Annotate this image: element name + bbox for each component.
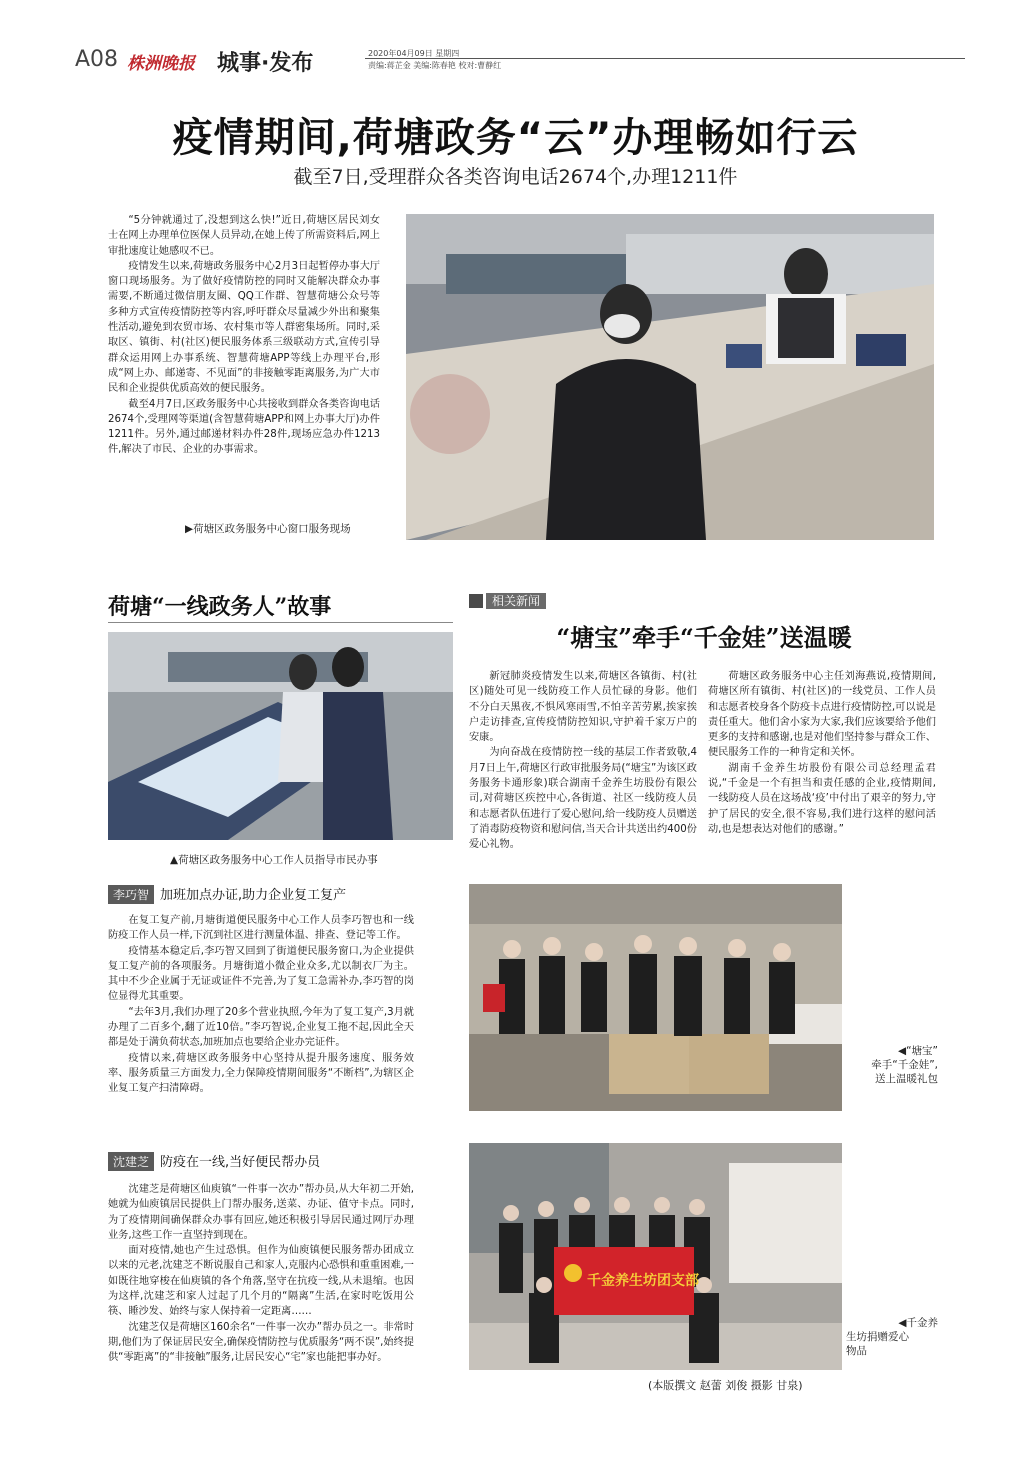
sub1-paragraph: 在复工复产前,月塘街道便民服务中心工作人员李巧智也和一线防疫工作人员一样,下沉到社区进行测量体温、排查、登记等工作。 [108,915,414,942]
donation-photo-caption [846,1316,938,1358]
sub1-name-tag: 李巧智 [108,885,154,904]
gift-caption-line: ◀“塘宝” [898,1045,938,1057]
sub1-body [108,913,414,1097]
issue-date: 2020年04月09日 星期四 [368,49,460,58]
right-col1 [469,669,697,853]
gift-caption-line: 牵手“千金娃”, [871,1059,938,1071]
sub2-name-tag: 沈建芝 [108,1152,154,1171]
lead-subhead: 截至7日,受理群众各类咨询电话2674个,办理1211件 [293,166,738,188]
service-hall-photo [406,214,934,540]
sub1-paragraph: 疫情以来,荷塘区政务服务中心坚持从提升服务速度、服务效率、服务质量三方面发力,全力保障疫情期间服务“不断档”,为辖区企业复工复产扫清障碍。 [108,1052,414,1095]
guidance-photo-caption: ▲荷塘区政务服务中心工作人员指导市民办事 [170,854,378,866]
gift-caption-line: 送上温暖礼包 [875,1073,938,1085]
service-hall-illustration [406,214,934,540]
lead-paragraph: 疫情发生以来,荷塘政务服务中心2月3日起暂停办事大厅窗口现场服务。为了做好疫情防控的同时又能解决群众办事需要,不断通过微信朋友圈、QQ工作群、智慧荷塘公众号等多种方式宣传疫情防控等内容,呼吁群众尽量减少外出和聚集性活动,避免到农贸市场、农村集市等人群密集场所。同时,采取区、镇街、村(社区)便民服务体系三级联动方式,宣传引导群众运用网上办事系统、智慧荷塘APP等线上办理平台,形成“网上办、邮递寄、不见面”的非接触零距离服务,为广大市民和企业提供优质高效的便民服务。 [108,260,380,395]
lead-paragraph: 截至4月7日,区政务服务中心共接收到群众各类咨询电话2674个,受理网等渠道(含智慧荷塘APP和网上办事大厅)办件1211件。另外,通过邮递材料办件28件,现场应急办件1213件,解决了市民、企业的办事需求。 [108,398,380,456]
sub1-paragraph: 疫情基本稳定后,李巧智又回到了街道便民服务窗口,为企业提供复工复产前的各项服务。月塘街道小微企业众多,尤以制衣厂为主。其中不少企业属于无证或证件不完善,为了复工急需补办,李巧智的岗位显得尤其重要。 [108,945,414,1003]
right-story-title: “塘宝”牵手“千金娃”送温暖 [556,623,852,652]
sub2-body [108,1182,414,1366]
sub1-paragraph: “去年3月,我们办理了20多个营业执照,今年为了复工复产,3月就办理了二百多个,翻了近10倍。”李巧智说,企业复工拖不起,因此全天都是处于满负荷状态,加班加点也要给企业办完证件。 [108,1006,414,1049]
masthead-rule [365,58,965,59]
related-news-tag [469,590,546,609]
paper-logo: 株洲晚报 [127,54,195,74]
donation-caption-line: 物品 [846,1345,867,1357]
related-news-label: 相关新闻 [486,593,546,609]
sub2-title: 防疫在一线,当好便民帮办员 [160,1155,321,1170]
guidance-photo [108,632,453,840]
left-title-rule [108,622,453,623]
lead-paragraph: “5分钟就通过了,没想到这么快!”近日,荷塘区居民刘女士在网上办理单位医保人员异动,在她上传了所需资料后,网上审批速度让她感叹不已。 [108,215,380,257]
donation-caption-line: ◀千金养 [898,1317,938,1329]
sub2-paragraph: 沈建芝仅是荷塘区160余名“一件事一次办”帮办员之一。非常时期,他们为了保证居民安全,确保疫情防控与优质服务“两不误”,始终提供“零距离”的“非接触”服务,让居民安心“宅”家也能把事办好。 [108,1321,414,1364]
page-number: A08 [75,47,119,72]
gift-group-photo [469,884,842,1111]
lead-photo-caption: ▶荷塘区政务服务中心窗口服务现场 [185,523,351,535]
guidance-illustration [108,632,453,840]
donation-caption-line: 生坊捐赠爱心 [846,1331,909,1343]
news-tag-icon [469,594,483,608]
donation-banner-photo [469,1143,842,1370]
left-story-title: 荷塘“一线政务人”故事 [108,594,332,620]
donation-banner-illustration [469,1143,842,1370]
right-col2-paragraph: 荷塘区政务服务中心主任刘海燕说,疫情期间,荷塘区所有镇街、村(社区)的一线党员、工作人员和志愿者校身各个防疫卡点进行疫情防控,可以说是责任重大。他们舍小家为大家,我们应该要给予他们更多的支持和感谢,也是对他们坚持参与群众工作、便民服务工作的一种肯定和关怀。 [708,671,936,759]
sub2-heading [108,1151,453,1171]
sub2-paragraph: 沈建芝是荷塘区仙庾镇“一件事一次办”帮办员,从大年初二开始,她就为仙庾镇居民提供上门帮办服务,送菜、办证、值守卡点。同时,为了疫情期间确保群众办事有回应,她还积极引导居民通过网厅办理业务,这些工作一直坚持到现在。 [108,1184,414,1241]
right-col2 [708,669,936,837]
masthead [75,45,965,76]
banner-text: 千金养生坊团支部 [587,1273,699,1289]
section-name: 城事·发布 [217,51,314,76]
gift-photo-caption [848,1044,938,1086]
gift-group-illustration [469,884,842,1111]
right-col1-paragraph: 新冠肺炎疫情发生以来,荷塘区各镇街、村(社区)随处可见一线防疫工作人员忙碌的身影。他们不分白天黑夜,不惧风寒雨雪,不怕辛苦劳累,挨家挨户走访排查,宣传疫情防控知识,守护着千家万户的安康。 [469,671,697,744]
right-col2-paragraph: 湖南千金养生坊股份有限公司总经理孟君说,“千金是一个有担当和责任感的企业,疫情期间,一线防疫人员在这场战‘疫’中付出了艰辛的努力,守护了居民的安全,很不容易,我们进行这样的慰问活动,也是想表达对他们的感谢。” [708,762,936,835]
footer-credit: (本版撰文 赵蕾 刘俊 摄影 甘泉) [648,1379,803,1392]
sub1-heading [108,884,453,904]
editor-credits: 责编:蒋芷金 美编:陈春艳 校对:曹静红 [368,61,502,70]
right-col1-paragraph: 为向奋战在疫情防控一线的基层工作者致敬,4月7日上午,荷塘区行政审批服务局(“塘宝”为该区政务服务卡通形象)联合湖南千金养生坊股份有限公司,对荷塘区疾控中心,各街道、社区一线防疫人员和志愿者队伍进行了爱心慰问,给一线防疫人员赠送了消毒防疫物资和慰问信,当天合计共送出约400份爱心礼物。 [469,747,697,851]
lead-body [108,213,380,458]
lead-headline: 疫情期间,荷塘政务“云”办理畅如行云 [172,115,859,161]
sub2-paragraph: 面对疫情,她也产生过恐惧。但作为仙庾镇便民服务帮办团成立以来的元老,沈建芝不断说服自己和家人,克服内心恐惧和重重困难,一如既往地穿梭在仙庾镇的各个角落,坚守在抗疫一线,从未退缩。也因为这样,沈建芝和家人过起了几个月的“隔离”生活,在家时吃饭用公筷、睡沙发、始终与家人保持着一定距离…… [108,1245,414,1318]
sub1-title: 加班加点办证,助力企业复工复产 [160,888,347,903]
